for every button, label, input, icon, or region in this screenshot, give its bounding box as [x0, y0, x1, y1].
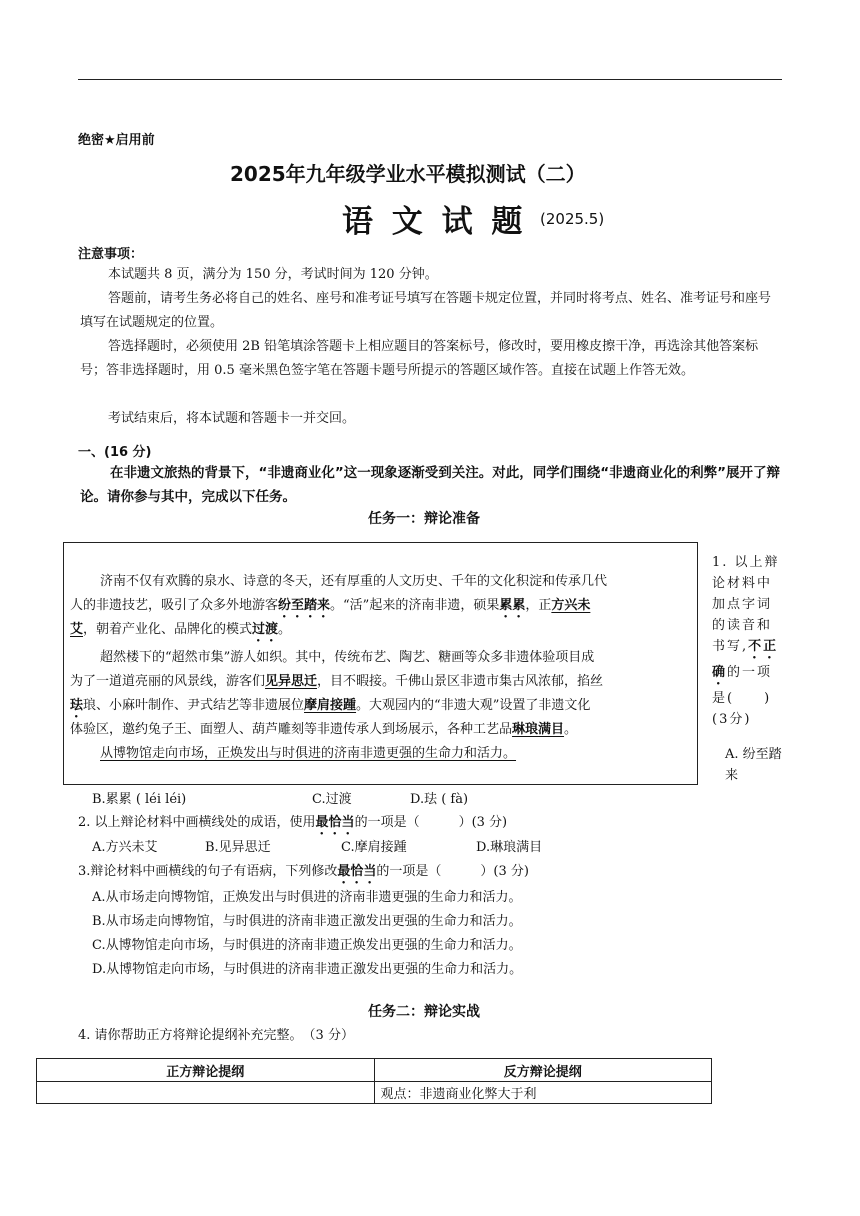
- secret-label: 绝密★启用前: [78, 133, 155, 148]
- notice-paragraph-2: 答题前，请考生务必将自己的姓名、座号和准考证号填写在答题卡规定位置，并同时将考点、姓名、准考证号和座号填写在试题规定的位置。: [80, 291, 772, 330]
- question-2-option: B.见异思迁: [205, 840, 271, 855]
- underlined-idiom: 方兴未: [551, 598, 591, 613]
- question-3-option: B.从市场走向博物馆，与时俱进的济南非遗正激发出更强的生命力和活力。: [92, 914, 522, 929]
- dotted-word: 过渡: [252, 622, 279, 637]
- dotted-word: 纷至踏来: [278, 598, 331, 613]
- material-line: 济南不仅有欢腾的泉水、诗意的冬天，还有厚重的人文历史、千年的文化积淀和传承几代: [100, 574, 608, 589]
- question-1-option-a: A. 纷至踏来: [725, 747, 782, 783]
- underlined-idiom: 艾: [70, 622, 84, 637]
- notice-heading: 注意事项：: [78, 247, 144, 262]
- exam-date: (2025.5): [540, 210, 605, 228]
- pro-outline-cell[interactable]: [37, 1082, 375, 1104]
- question-3-option: A.从市场走向博物馆，正焕发出与时俱进的济南非遗更强的生命力和活力。: [92, 890, 522, 905]
- underlined-sentence: 从博物馆走向市场，正焕发出与时俱进的济南非遗更强的生命力和活力。: [100, 746, 517, 761]
- exam-title: 2025年九年级学业水平模拟测试（二）: [230, 162, 586, 186]
- question-1-option-d: D.珐 ( fà): [410, 792, 469, 807]
- question-1-option-c: C.过渡: [312, 792, 352, 807]
- con-outline-header: 反方辩论提纲: [374, 1059, 712, 1082]
- question-2-option: D.琳琅满目: [476, 840, 543, 855]
- question-3-stem: 3.辩论材料中画横线的句子有语病，下列修改最恰当的一项是（ ）(3 分): [78, 864, 529, 879]
- material-line: 艾，朝着产业化、品牌化的模式过渡。: [70, 622, 292, 637]
- section-intro: 在非遗文旅热的背景下，“非遗商业化”这一现象逐渐受到关注。对此，同学们围绕“非遗商业化的利弊”展开了辩论。请你参与其中，完成以下任务。: [80, 465, 780, 505]
- material-line: 超然楼下的“超然市集”游人如织。其中，传统布艺、陶艺、糖画等众多非遗体验项目成: [100, 650, 595, 665]
- notice-paragraph-1: 本试题共 8 页，满分为 150 分，考试时间为 120 分钟。: [108, 267, 438, 282]
- material-line: 为了一道道亮丽的风景线，游客们见异思迁，目不暇接。千佛山景区非遗市集古风浓郁，掐丝: [70, 674, 604, 689]
- question-2-stem: 2. 以上辩论材料中画横线处的成语，使用最恰当的一项是（ ）(3 分): [78, 815, 508, 830]
- question-2-option: C.摩肩接踵: [341, 840, 407, 855]
- material-line: 珐琅、小麻叶制作、尹式结艺等非遗展位摩肩接踵。大观园内的“非遗大观”设置了非遗文化: [70, 698, 591, 713]
- section-heading: 一、(16 分): [78, 445, 152, 460]
- underlined-idiom: 琳琅满目: [512, 722, 565, 737]
- debate-outline-table: [36, 1058, 712, 1104]
- question-4-stem: 4. 请你帮助正方将辩论提纲补充完整。 （3 分）: [78, 1028, 354, 1043]
- material-line: 人的非遗技艺，吸引了众多外地游客纷至踏来。“活”起来的济南非遗，硕果累累，正方兴未: [70, 598, 591, 613]
- dotted-word: 珐: [70, 698, 84, 713]
- task-one-heading: 任务一：辩论准备: [368, 511, 480, 527]
- material-line: 体验区，邀约兔子王、面塑人、葫芦雕刻等非遗传承人到场展示，各种工艺品琳琅满目。: [70, 722, 578, 737]
- top-rule: [78, 79, 782, 80]
- question-1-option-b: B.累累 ( léi léi): [92, 792, 187, 807]
- subject-title: 语 文 试 题: [342, 204, 527, 240]
- dotted-word: 累累: [499, 598, 526, 613]
- notice-paragraph-4: 考试结束后，将本试题和答题卡一并交回。: [108, 411, 356, 426]
- con-outline-cell: 观点：非遗商业化弊大于利: [374, 1082, 712, 1104]
- question-2-option: A.方兴未艾: [92, 840, 158, 855]
- question-3-option: C.从博物馆走向市场，与时俱进的济南非遗正焕发出更强的生命力和活力。: [92, 938, 522, 953]
- question-1-stem: 1. 以上辩论材料中加点字词的读音和书写,不正确的一项是( )(3分): [712, 555, 780, 727]
- underlined-idiom: 见异思迁: [265, 674, 318, 689]
- underlined-idiom: 摩肩接踵: [304, 698, 357, 713]
- task-two-heading: 任务二：辩论实战: [368, 1004, 480, 1020]
- question-3-option: D.从博物馆走向市场，与时俱进的济南非遗正激发出更强的生命力和活力。: [92, 962, 523, 977]
- notice-paragraph-3: 答选择题时，必须使用 2B 铅笔填涂答题卡上相应题目的答案标号，修改时，要用橡皮擦干净，再选涂其他答案标号；答非选择题时，用 0.5 毫米黑色签字笔在答题卡题号所提示的答题区域作答。直接在试题上作答无效。: [80, 339, 759, 378]
- pro-outline-header: 正方辩论提纲: [37, 1059, 375, 1082]
